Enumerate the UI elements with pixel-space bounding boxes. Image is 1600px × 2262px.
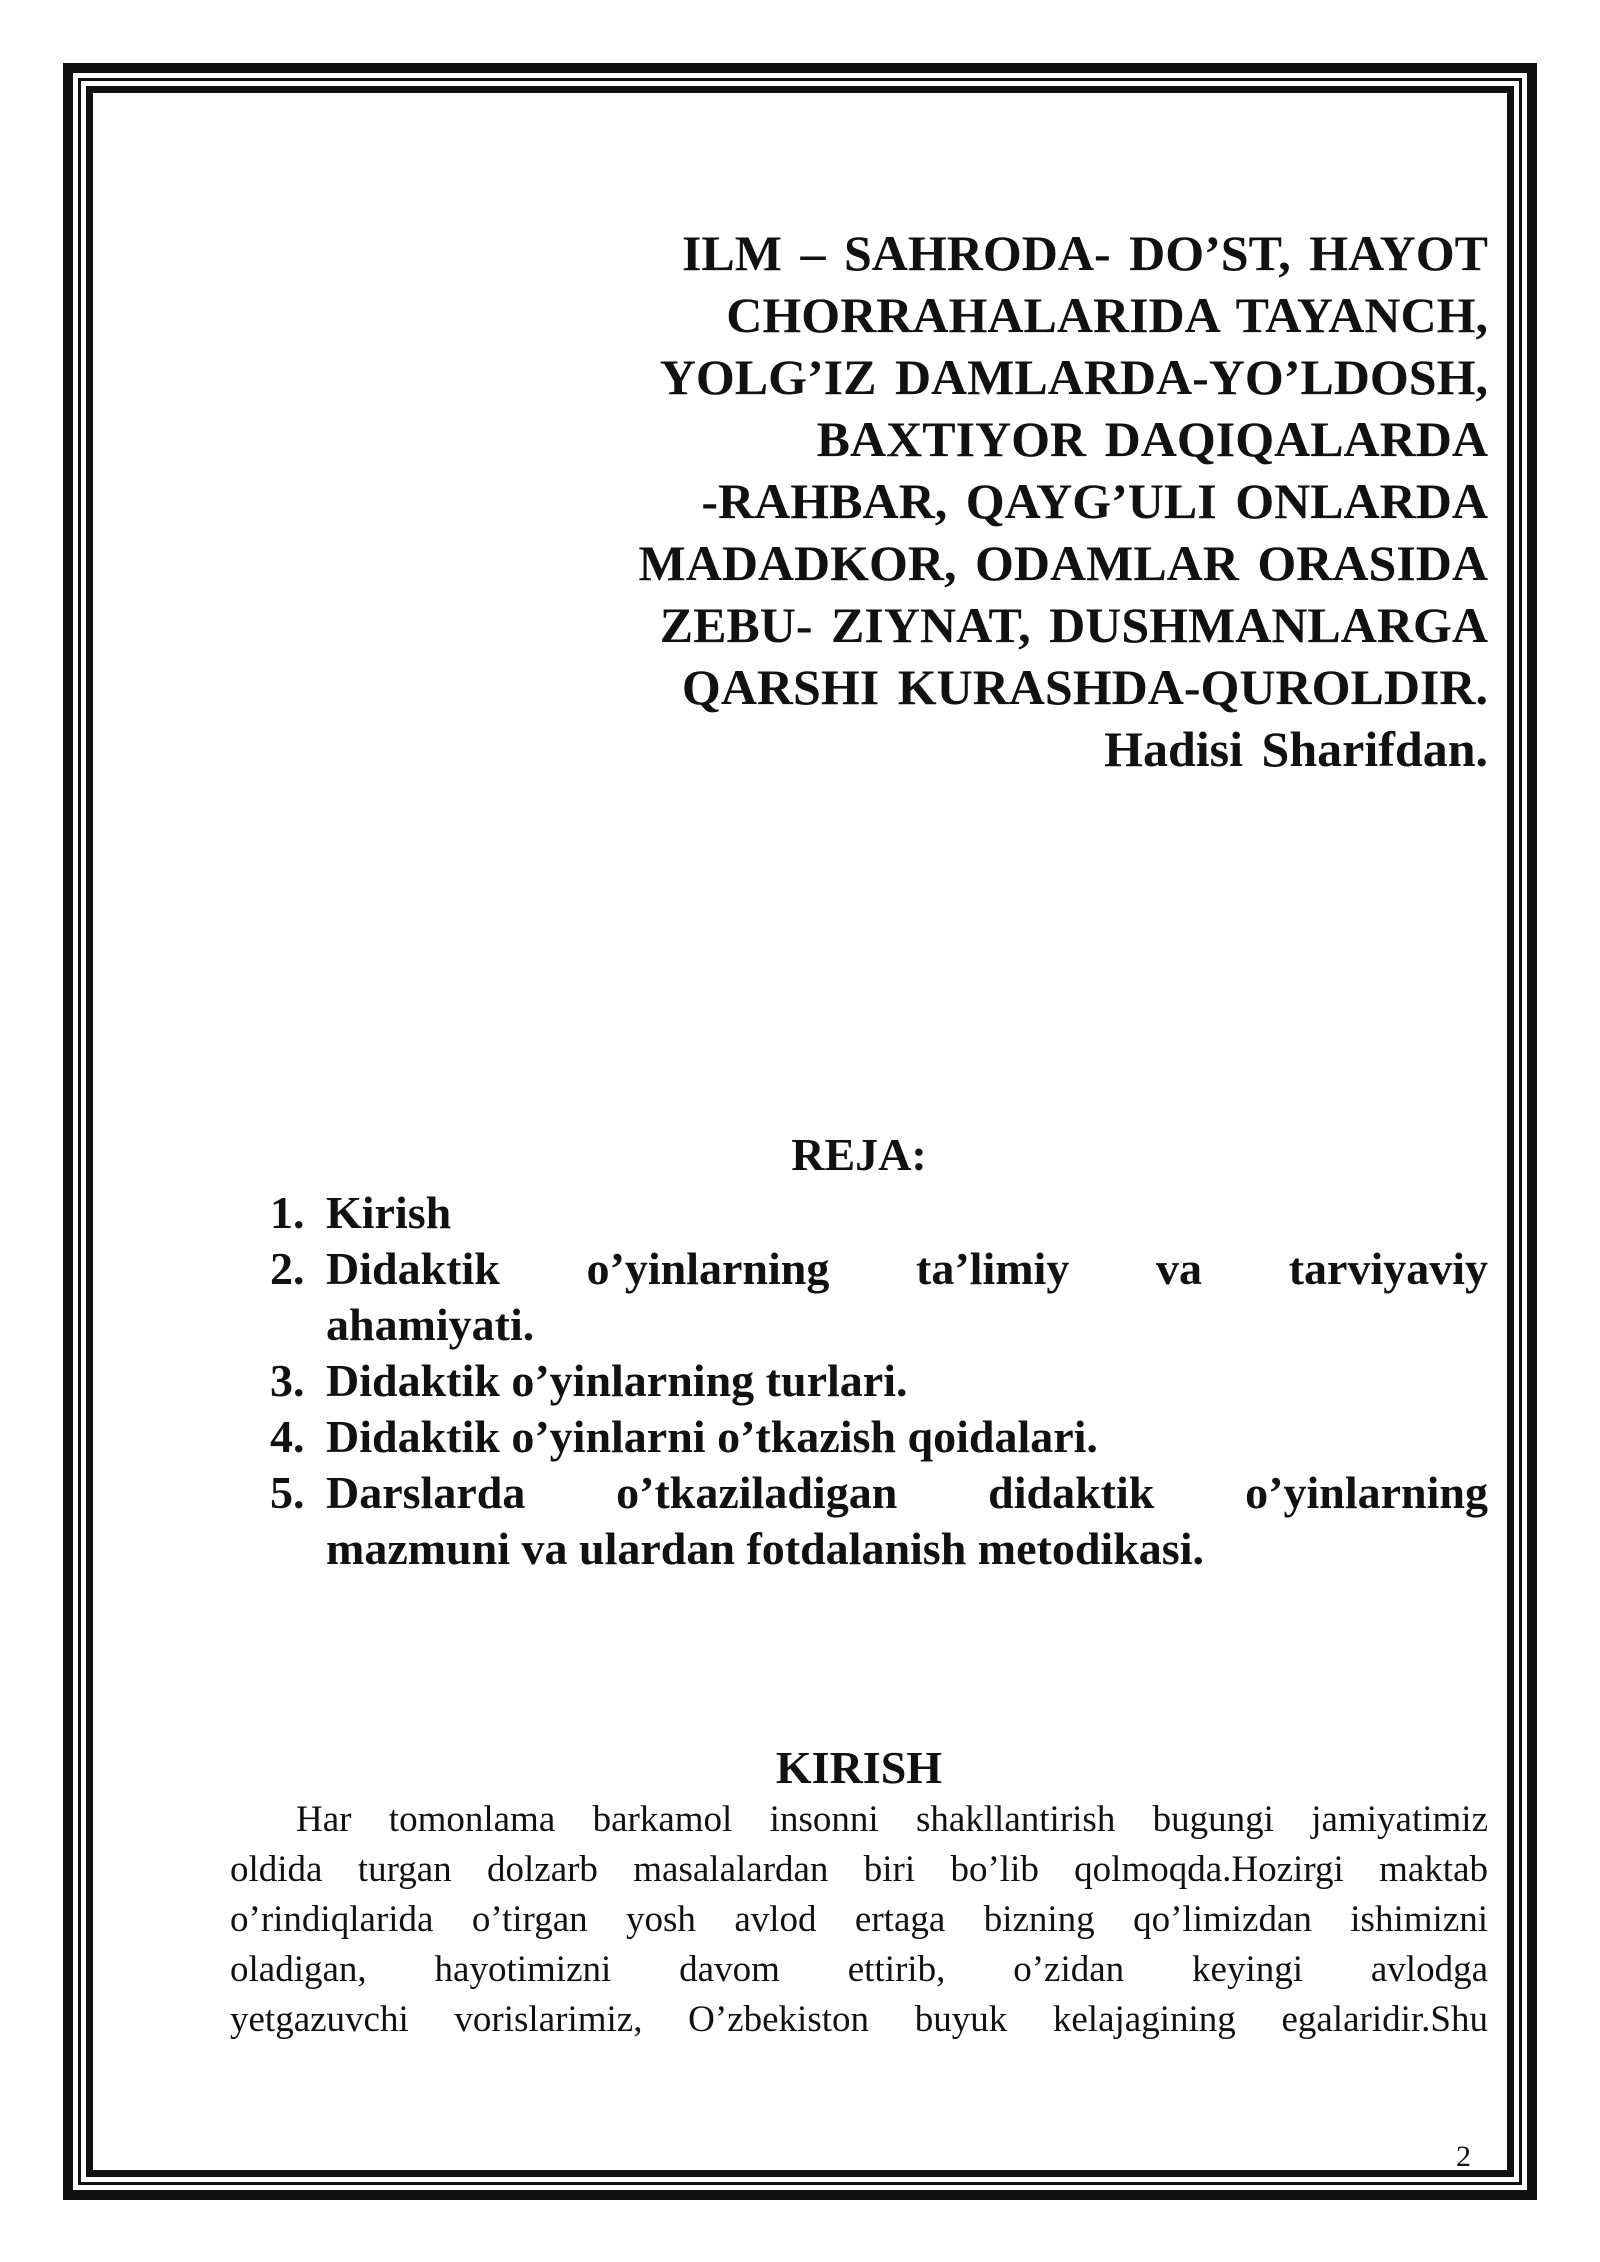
plan-item-text: Didaktik o’yinlarning ta’limiy va tarviyaviy (326, 1243, 1488, 1294)
epigraph-line: MADADKOR, ODAMLAR ORASIDA (638, 535, 1488, 591)
plan-item-number: 4. (270, 1411, 305, 1462)
epigraph-source: Hadisi Sharifdan. (1104, 721, 1488, 777)
plan-item (270, 1409, 1488, 1465)
plan-item-text: Didaktik o’yinlarni o’tkazish qoidalari. (326, 1411, 1098, 1462)
paragraph-line: yetgazuvchi vorislarimiz, O’zbekiston buyuk kelajagining egalaridir.Shu (230, 1999, 1488, 2040)
epigraph-line: ILM – SAHRODA- DO’ST, HAYOT (681, 225, 1488, 281)
plan-item-number: 1. (270, 1187, 305, 1238)
epigraph-line: QARSHI KURASHDA-QUROLDIR. (681, 659, 1488, 715)
plan-item-text: Kirish (326, 1187, 452, 1238)
plan-title: REJA: (791, 1129, 927, 1180)
plan-item (270, 1185, 1488, 1241)
epigraph-line: CHORRAHALARIDA TAYANCH, (726, 287, 1488, 343)
epigraph (540, 222, 1488, 780)
page-number: 2 (1456, 2140, 1471, 2173)
intro-paragraph (230, 1795, 1488, 2045)
epigraph-line: BAXTIYOR DAQIQALARDA (816, 411, 1488, 467)
epigraph-line: ZEBU- ZIYNAT, DUSHMANLARGA (659, 597, 1488, 653)
plan-item (270, 1353, 1488, 1409)
plan-item (270, 1465, 1488, 1577)
plan-item-text-cont: ahamiyati. (326, 1299, 535, 1350)
plan-item-text-cont: mazmuni va ulardan fotdalanish metodikasi. (326, 1523, 1204, 1574)
plan-list (270, 1185, 1488, 1577)
plan-item-number: 2. (270, 1243, 305, 1294)
paragraph-line: oldida turgan dolzarb masalalardan biri bo’lib qolmoqda.Hozirgi maktab (230, 1849, 1488, 1890)
paragraph-line: o’rindiqlarida o’tirgan yosh avlod ertaga bizning qo’limizdan ishimizni (230, 1899, 1488, 1940)
epigraph-line: -RAHBAR, QAYG’ULI ONLARDA (701, 473, 1488, 529)
paragraph-line: oladigan, hayotimizni davom ettirib, o’zidan keyingi avlodga (230, 1949, 1488, 1990)
plan-item-number: 3. (270, 1355, 305, 1406)
plan-item-text: Didaktik o’yinlarning turlari. (326, 1355, 908, 1406)
plan-item-number: 5. (270, 1467, 305, 1518)
plan-item (270, 1241, 1488, 1353)
epigraph-line: YOLG’IZ DAMLARDA-YO’LDOSH, (659, 349, 1488, 405)
paragraph-line: Har tomonlama barkamol insonni shakllantirish bugungi jamiyatimiz (296, 1799, 1488, 1840)
plan-item-text: Darslarda o’tkaziladigan didaktik o’yinlarning (326, 1467, 1488, 1518)
section-title: KIRISH (775, 1742, 943, 1793)
